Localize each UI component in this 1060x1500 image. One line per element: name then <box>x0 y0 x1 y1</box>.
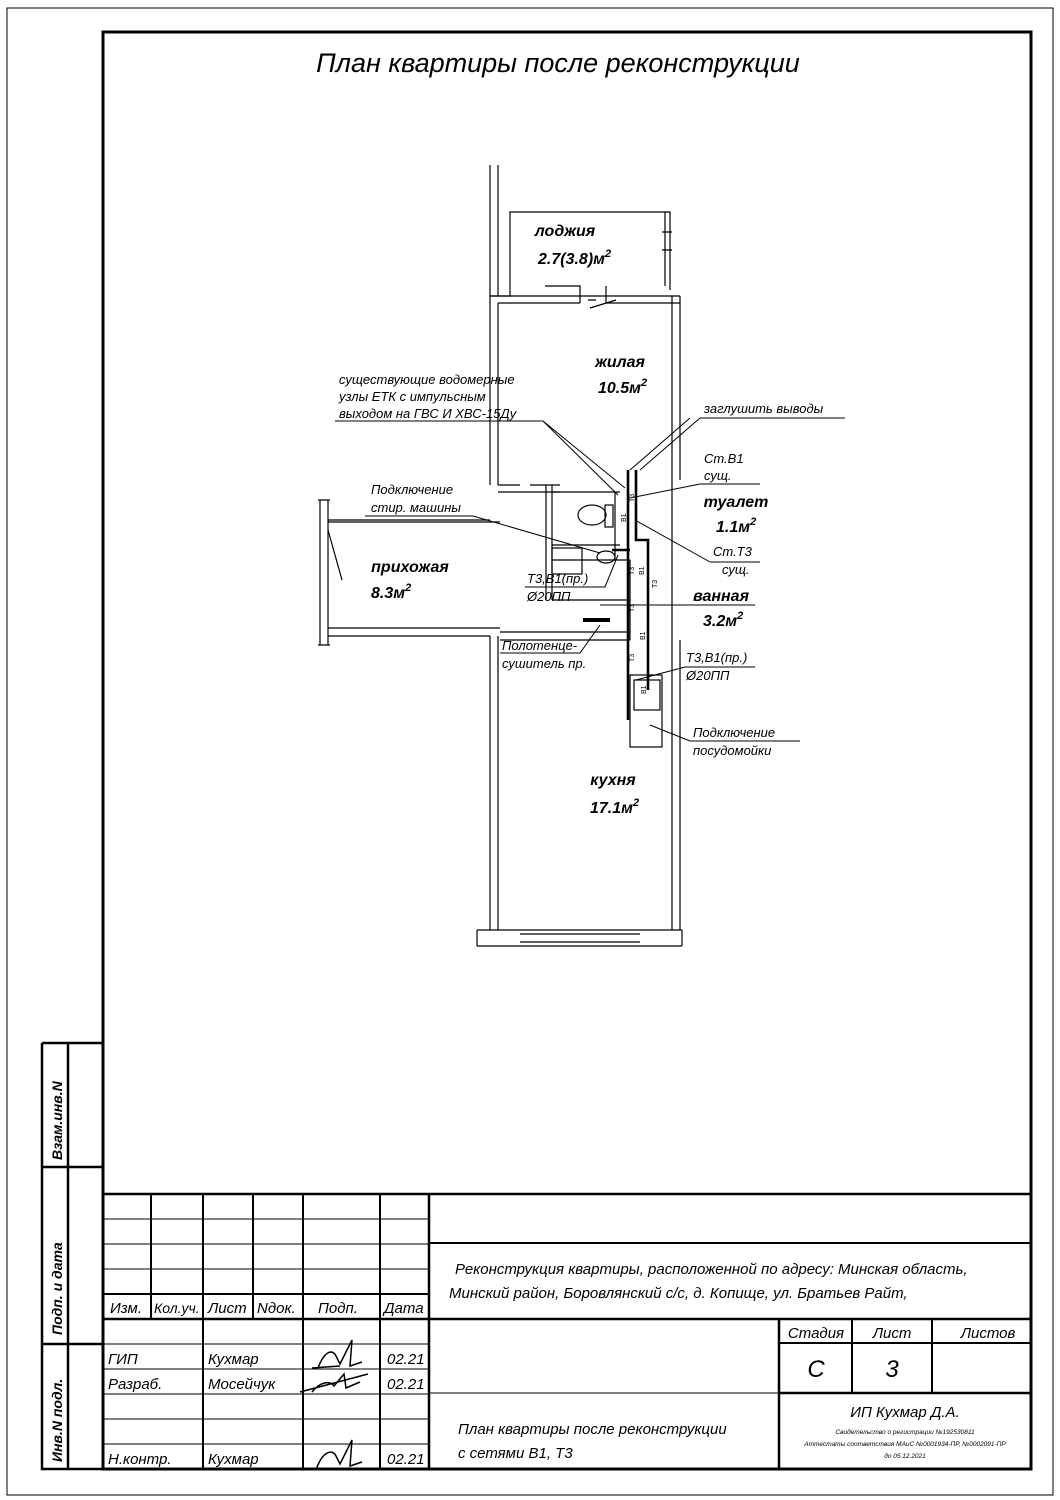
living-walls <box>490 296 680 600</box>
tb-cert-line2: Аттестаты соответствия МАиС №0001934-ПР, №0002091-ПР <box>804 1441 1006 1448</box>
signatures <box>300 1340 368 1470</box>
room-name-hall: прихожая <box>371 559 449 576</box>
loggia-living-wall <box>490 286 680 303</box>
kitchen-window-wall <box>477 930 682 946</box>
pipe-label-t3: Т3 <box>629 566 636 575</box>
pipe-t3 <box>636 470 648 690</box>
pipe-label-b1: В1 <box>640 631 647 640</box>
tb-drawing-line1: План квартиры после реконструкции <box>458 1421 727 1438</box>
tb-header-list: Лист <box>208 1300 247 1317</box>
side-stamp-inv-replace: Взам.инв.N <box>49 1081 65 1160</box>
side-stamp-sign-date: Подп. и дата <box>49 1242 65 1335</box>
room-area-living: $10.5м^2$ <box>598 377 648 397</box>
tb-name-razrab: Мосейчук <box>208 1376 276 1393</box>
note-meters-line2: узлы ЕТК с импульсным <box>339 389 486 404</box>
note-meters-line1: существующие водомерные <box>339 372 515 387</box>
room-area-bath: $3.2м^2$ <box>703 610 744 630</box>
tb-role-gip: ГИП <box>108 1351 138 1368</box>
pipe-label-t3: Т3 <box>629 493 636 502</box>
room-name-loggia: лоджия <box>534 223 596 240</box>
room-area-toilet: $1.1м^2$ <box>716 516 757 536</box>
tb-header-ndok: Nдок. <box>257 1300 296 1317</box>
living-door <box>498 485 560 492</box>
tb-header-kol: Кол.уч. <box>154 1300 200 1316</box>
note-meters-line3: выходом на ГВС И ХВС-15Ду <box>339 406 517 421</box>
pipe-label-t3: Т3 <box>652 579 659 588</box>
hall-door-left <box>328 530 342 580</box>
tb-sheets-label: Листов <box>960 1325 1016 1342</box>
side-stamp-inv-orig: Инв.N подл. <box>49 1378 65 1462</box>
room-area-loggia: $2.7(3.8)м^2$ <box>538 248 612 268</box>
note-riser-t3-line2: сущ. <box>722 562 750 577</box>
room-name-bath: ванная <box>693 588 749 605</box>
toilet-bowl <box>578 505 606 525</box>
signature-razrab <box>300 1374 368 1392</box>
tb-company: ИП Кухмар Д.А. <box>850 1404 960 1421</box>
tb-sheet-label: Лист <box>872 1325 912 1342</box>
tb-role-nkontr: Н.контр. <box>108 1451 172 1468</box>
tb-cert-line3: до 05.12.2021 <box>884 1453 926 1460</box>
tb-date-gip: 02.21 <box>387 1351 425 1368</box>
room-area-kitchen: $17.1м^2$ <box>590 797 640 817</box>
note-towel-line1: Полотенце- <box>502 638 578 653</box>
note-pipe1-line1: Т3,В1(пр.) <box>527 571 589 586</box>
tb-role-razrab: Разраб. <box>108 1376 163 1393</box>
tb-date-razrab: 02.21 <box>387 1376 425 1393</box>
pipe-label-b1: В1 <box>639 566 646 575</box>
tb-name-nkontr: Кухмар <box>208 1451 259 1468</box>
note-pipe1-line2: Ø20ПП <box>527 589 571 604</box>
drawing-frame <box>103 32 1031 1469</box>
room-name-kitchen: кухня <box>590 772 636 789</box>
note-pipe2-line1: Т3,В1(пр.) <box>686 650 748 665</box>
room-area-hall: $8.3м^2$ <box>371 582 412 602</box>
room-name-living: жилая <box>595 354 645 371</box>
tb-drawing-line2: с сетями В1, Т3 <box>458 1445 573 1462</box>
tb-header-izm: Изм. <box>110 1300 142 1317</box>
note-riser-t3-line1: Ст.Т3 <box>713 544 752 559</box>
tb-date-nkontr: 02.21 <box>387 1451 425 1468</box>
balcony-door <box>588 300 616 308</box>
tb-project-line1: Реконструкция квартиры, расположенной по адресу: Минская область, <box>455 1261 968 1278</box>
pipe-label-b1: В1 <box>621 513 628 522</box>
note-riser-b1-line2: сущ. <box>704 468 732 483</box>
tb-cert-line1: Свидетельство о регистрации №192530811 <box>835 1429 975 1436</box>
tb-stage-value: С <box>807 1356 825 1383</box>
sheet-title: План квартиры после реконструкции <box>316 48 800 78</box>
note-towel-line2: сушитель пр. <box>502 656 587 671</box>
note-washer-line1: Подключение <box>371 482 454 497</box>
tb-header-podp: Подп. <box>318 1300 358 1317</box>
note-washer-line2: стир. машины <box>371 500 461 515</box>
note-pipe2-line2: Ø20ПП <box>686 668 730 683</box>
tb-project-line2: Минский район, Боровлянский с/с, д. Копище, ул. Братьев Райт, <box>449 1285 908 1302</box>
leader-lines <box>335 418 845 741</box>
tb-stage-label: Стадия <box>787 1325 845 1342</box>
note-riser-b1-line1: Ст.В1 <box>704 451 744 466</box>
note-plug: заглушить выводы <box>704 401 824 416</box>
note-dishwasher-line2: посудомойки <box>693 743 772 758</box>
pipe-label-t3: Т3 <box>629 653 636 662</box>
note-dishwasher-line1: Подключение <box>693 725 776 740</box>
pipe-label-b1: В1 <box>641 685 648 694</box>
pipe-label-t3: Т3 <box>629 603 636 612</box>
tb-header-data: Дата <box>384 1300 424 1317</box>
tb-sheet-value: 3 <box>885 1356 899 1383</box>
tb-name-gip: Кухмар <box>208 1351 259 1368</box>
room-name-toilet: туалет <box>703 494 769 511</box>
